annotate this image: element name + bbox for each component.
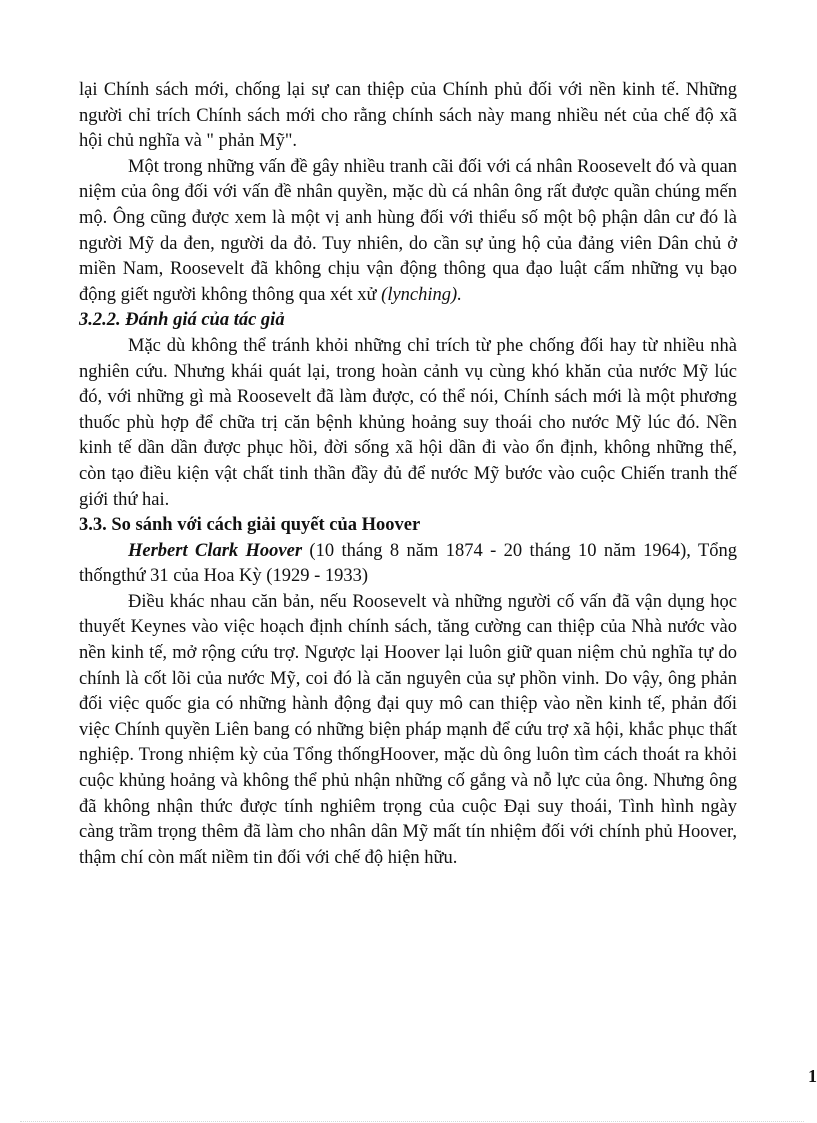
document-body bbox=[79, 78, 737, 871]
paragraph-new-deal-criticism: lại Chính sách mới, chống lại sự can thiệp của Chính phủ đối với nền kinh tế. Những người chỉ trích Chính sách mới cho rằng chính sách này mang nhiều nét của chế độ xã hội chủ nghĩa và " phản Mỹ". bbox=[79, 80, 737, 152]
hoover-bio-text: (10 tháng 8 năm 1874 - 20 tháng 10 năm 1964), Tổng thốngthứ 31 của Hoa Kỳ (1929 - 1933) bbox=[79, 540, 737, 587]
footer-divider bbox=[20, 1121, 804, 1122]
paragraph-author-assessment: Mặc dù không thể tránh khỏi những chỉ trích từ phe chống đối hay từ nhiều nhà nghiên cứu. Nhưng khái quát lại, trong hoàn cảnh vụ cùng khó khăn của nước Mỹ lúc đó, với những gì mà Roosevelt đã làm được, có thể nói, Chính sách mới là một phương thuốc phù hợp để chữa trị căn bệnh khủng hoảng suy thoái cho nước Mỹ lúc đó. Nền kinh tế dần dần được phục hồi, đời sống xã hội dần đi vào ổn định, không những thế, còn tạo điều kiện vật chất tinh thần đầy đủ để nước Mỹ bước vào cuộc Chiến tranh thế giới thứ hai. bbox=[79, 335, 737, 510]
paragraph-comparison: Điều khác nhau căn bản, nếu Roosevelt và những người cố vấn đã vận dụng học thuyết Keynes vào việc hoạch định chính sách, tăng cường can thiệp của Nhà nước vào nền kinh tế, mở rộng cứu trợ. Ngược lại Hoover lại luôn giữ quan niệm chủ nghĩa tự do chính là cốt lõi của nước Mỹ, coi đó là căn nguyên của sự phồn vinh. Do vậy, ông phản đối việc quốc gia có những hành động đại quy mô can thiệp vào nền kinh tế, phản đối việc Chính quyền Liên bang có những biện pháp mạnh để cứu trợ xã hội, khắc phục thất nghiệp. Trong nhiệm kỳ của Tổng thốngHoover, mặc dù ông luôn tìm cách thoát ra khỏi cuộc khủng hoảng và không thể phủ nhận những cố gắng và nỗ lực của ông. Nhưng ông đã không nhận thức được tính nghiêm trọng của cuộc Đại suy thoái, Tình hình ngày càng trầm trọng thêm đã làm cho nhân dân Mỹ mất tín nhiệm đối với chính phủ Hoover, thậm chí còn mất niềm tin đối với chế độ hiện hữu. bbox=[79, 591, 737, 868]
page-number: 1 bbox=[808, 1066, 817, 1086]
paragraph-human-rights-text: Một trong những vấn đề gây nhiều tranh cãi đối với cá nhân Roosevelt đó và quan niệm của ông đối với vấn đề nhân quyền, mặc dù cá nhân ông rất được quần chúng mến mộ. Ông cũng được xem là một vị anh hùng đối với thiểu số một bộ phận dân cư đó là người Mỹ da đen, người da đỏ. Tuy nhiên, do cần sự ủng hộ của đảng viên Dân chủ ở miền Nam, Roosevelt đã không chịu vận động thông qua đạo luật cấm những vụ bạo động giết người không thông qua xét xử bbox=[79, 156, 737, 305]
paragraph-human-rights bbox=[79, 155, 737, 309]
paragraph-hoover-bio bbox=[79, 539, 737, 590]
section-heading-3-2-2: 3.2.2. Đánh giá của tác giả bbox=[79, 310, 285, 331]
hoover-name: Herbert Clark Hoover bbox=[128, 540, 303, 561]
section-heading-3-3: 3.3. So sánh với cách giải quyết của Hoover bbox=[79, 515, 421, 536]
lynching-term: (lynching). bbox=[381, 284, 462, 305]
